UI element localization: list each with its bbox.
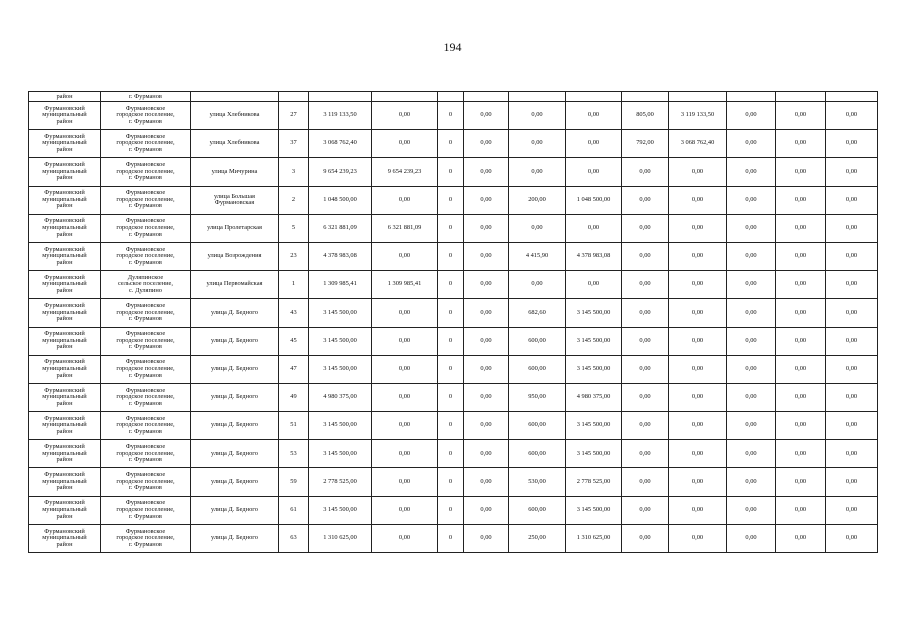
- street-cell: улица Д. Бедного: [191, 524, 279, 552]
- cost-col-13-cell: 0,00: [727, 130, 776, 158]
- cost-col-12-cell: 0,00: [669, 299, 727, 327]
- cost-col-10-cell: 4 378 983,08: [566, 242, 622, 270]
- settlement-cell: Фурмановское городское поселение, г. Фурманов: [101, 468, 191, 496]
- district-cell: Фурмановский муниципальный район: [29, 327, 101, 355]
- count-col-7-cell: 0: [438, 468, 464, 496]
- cost-col-15-cell: 0,00: [826, 102, 878, 130]
- cost-col-12-cell: 0,00: [669, 214, 727, 242]
- area-col-11-cell: 792,00: [622, 130, 669, 158]
- area-col-11-cell: 805,00: [622, 102, 669, 130]
- settlement-cell: Фурмановское городское поселение, г. Фурманов: [101, 412, 191, 440]
- cost-col-13-cell: 0,00: [727, 186, 776, 214]
- cost-col-15-cell: 0,00: [826, 524, 878, 552]
- house-number-cell: 51: [279, 412, 309, 440]
- cost-col-10-cell: 3 145 500,00: [566, 327, 622, 355]
- total-cost-cell: 3 145 500,00: [309, 355, 372, 383]
- street-cell: улица Д. Бедного: [191, 496, 279, 524]
- house-number-cell: 43: [279, 299, 309, 327]
- settlement-cell: Фурмановское городское поселение, г. Фурманов: [101, 299, 191, 327]
- area-col-9-cell: 600,00: [509, 412, 566, 440]
- cost-col-13-cell: 0,00: [727, 327, 776, 355]
- house-number-cell: 5: [279, 214, 309, 242]
- cost-col-15-cell: 0,00: [826, 383, 878, 411]
- cost-col-12-cell: 0,00: [669, 440, 727, 468]
- cost-col-14-cell: 0,00: [776, 186, 826, 214]
- district-cell: Фурмановский муниципальный район: [29, 242, 101, 270]
- cost-col-10-cell: 3 145 500,00: [566, 299, 622, 327]
- cost-col-6-cell: 1 309 985,41: [372, 271, 438, 299]
- cost-col-8-cell: 0,00: [464, 440, 509, 468]
- cost-col-12-cell: 0,00: [669, 242, 727, 270]
- cost-col-13-cell: 0,00: [727, 355, 776, 383]
- area-col-9-cell: 4 415,90: [509, 242, 566, 270]
- house-number-cell: 53: [279, 440, 309, 468]
- district-cell: Фурмановский муниципальный район: [29, 130, 101, 158]
- settlement-cell: Фурмановское городское поселение, г. Фурманов: [101, 130, 191, 158]
- district-cell: Фурмановский муниципальный район: [29, 186, 101, 214]
- street-cell: улица Д. Бедного: [191, 468, 279, 496]
- cost-col-15-cell: 0,00: [826, 468, 878, 496]
- total-cost-cell: 2 778 525,00: [309, 468, 372, 496]
- table-row: [29, 271, 878, 299]
- area-col-11-cell: 0,00: [622, 412, 669, 440]
- count-col-7-cell: 0: [438, 412, 464, 440]
- cost-col-10-cell: 0,00: [566, 214, 622, 242]
- cost-col-8-cell: 0,00: [464, 299, 509, 327]
- street-cell: улица Д. Бедного: [191, 440, 279, 468]
- area-col-11-cell: 0,00: [622, 299, 669, 327]
- street-cell: улица Хлебникова: [191, 130, 279, 158]
- area-col-11-cell: 0,00: [622, 496, 669, 524]
- house-number-cell: 27: [279, 102, 309, 130]
- total-cost-cell: 1 309 985,41: [309, 271, 372, 299]
- area-col-9-cell: 0,00: [509, 271, 566, 299]
- house-number-cell: 1: [279, 271, 309, 299]
- table-row: [29, 468, 878, 496]
- cost-col-15-cell: 0,00: [826, 242, 878, 270]
- area-col-11-cell: 0,00: [622, 355, 669, 383]
- cost-col-14-cell: 0,00: [776, 496, 826, 524]
- district-cell: район: [29, 92, 101, 102]
- cost-col-8-cell: 0,00: [464, 327, 509, 355]
- total-cost-cell: 3 145 500,00: [309, 440, 372, 468]
- cost-col-8-cell: 0,00: [464, 130, 509, 158]
- area-col-9-cell: 600,00: [509, 355, 566, 383]
- cost-col-13-cell: 0,00: [727, 412, 776, 440]
- cost-col-15-cell: 0,00: [826, 355, 878, 383]
- table-row: [29, 299, 878, 327]
- table-row: [29, 496, 878, 524]
- area-col-11-cell: 0,00: [622, 383, 669, 411]
- street-cell: улица Д. Бедного: [191, 412, 279, 440]
- cost-col-6-cell: 0,00: [372, 355, 438, 383]
- area-col-9-cell: 0,00: [509, 130, 566, 158]
- table-row: [29, 383, 878, 411]
- cost-col-15-cell: 0,00: [826, 158, 878, 186]
- cost-col-10-cell: 3 145 500,00: [566, 496, 622, 524]
- street-cell: улица Д. Бедного: [191, 327, 279, 355]
- district-cell: Фурмановский муниципальный район: [29, 383, 101, 411]
- cost-col-14-cell: 0,00: [776, 440, 826, 468]
- cost-col-13-cell: 0,00: [727, 299, 776, 327]
- street-cell: улица Д. Бедного: [191, 383, 279, 411]
- cost-col-15-cell: 0,00: [826, 496, 878, 524]
- area-col-9-cell: 600,00: [509, 496, 566, 524]
- area-col-11-cell: 0,00: [622, 468, 669, 496]
- cost-col-13-cell: 0,00: [727, 242, 776, 270]
- cost-col-10-cell: 4 980 375,00: [566, 383, 622, 411]
- total-cost-cell: 1 048 500,00: [309, 186, 372, 214]
- cost-col-13-cell: 0,00: [727, 102, 776, 130]
- count-col-7-cell: 0: [438, 299, 464, 327]
- total-cost-cell: 3 145 500,00: [309, 412, 372, 440]
- cost-col-6-cell: 0,00: [372, 186, 438, 214]
- cost-col-10-cell: 0,00: [566, 130, 622, 158]
- cost-col-6-cell: 6 321 881,09: [372, 214, 438, 242]
- total-cost-cell: 3 119 133,50: [309, 102, 372, 130]
- area-col-11-cell: 0,00: [622, 271, 669, 299]
- house-number-cell: 63: [279, 524, 309, 552]
- house-number-cell: 45: [279, 327, 309, 355]
- area-col-11-cell: 0,00: [622, 440, 669, 468]
- table-row: [29, 242, 878, 270]
- cost-col-6-cell: 0,00: [372, 130, 438, 158]
- cost-col-8-cell: 0,00: [464, 158, 509, 186]
- settlement-cell: Фурмановское городское поселение, г. Фурманов: [101, 496, 191, 524]
- cost-col-15-cell: 0,00: [826, 186, 878, 214]
- area-col-9-cell: 682,60: [509, 299, 566, 327]
- area-col-11-cell: 0,00: [622, 524, 669, 552]
- table-row: [29, 102, 878, 130]
- cost-col-14-cell: 0,00: [776, 271, 826, 299]
- cost-col-6-cell: 0,00: [372, 383, 438, 411]
- cost-col-10-cell: 0,00: [566, 102, 622, 130]
- house-number-cell: 59: [279, 468, 309, 496]
- total-cost-cell: 3 145 500,00: [309, 327, 372, 355]
- district-cell: Фурмановский муниципальный район: [29, 468, 101, 496]
- street-cell: улица Д. Бедного: [191, 355, 279, 383]
- page-number: 194: [443, 40, 462, 54]
- cost-col-6-cell: 0,00: [372, 524, 438, 552]
- area-col-9-cell: 250,00: [509, 524, 566, 552]
- settlement-cell: Фурмановское городское поселение, г. Фурманов: [101, 327, 191, 355]
- cost-col-14-cell: 0,00: [776, 102, 826, 130]
- area-col-9-cell: 200,00: [509, 186, 566, 214]
- settlement-cell: г. Фурманов: [101, 92, 191, 102]
- cost-col-12-cell: 0,00: [669, 158, 727, 186]
- total-cost-cell: 4 980 375,00: [309, 383, 372, 411]
- cost-col-6-cell: 0,00: [372, 242, 438, 270]
- total-cost-cell: 3 068 762,40: [309, 130, 372, 158]
- table-row: [29, 130, 878, 158]
- count-col-7-cell: 0: [438, 214, 464, 242]
- cost-col-8-cell: 0,00: [464, 271, 509, 299]
- district-cell: Фурмановский муниципальный район: [29, 271, 101, 299]
- cost-col-14-cell: 0,00: [776, 158, 826, 186]
- continued-row-fragment: [29, 92, 878, 102]
- table-row: [29, 186, 878, 214]
- cost-col-6-cell: 0,00: [372, 412, 438, 440]
- area-col-9-cell: 600,00: [509, 327, 566, 355]
- cost-col-14-cell: 0,00: [776, 355, 826, 383]
- settlement-cell: Фурмановское городское поселение, г. Фурманов: [101, 355, 191, 383]
- settlement-cell: Фурмановское городское поселение, г. Фурманов: [101, 102, 191, 130]
- cost-col-8-cell: 0,00: [464, 214, 509, 242]
- count-col-7-cell: 0: [438, 524, 464, 552]
- cost-col-15-cell: 0,00: [826, 130, 878, 158]
- cost-col-13-cell: 0,00: [727, 440, 776, 468]
- settlement-cell: Фурмановское городское поселение, г. Фурманов: [101, 524, 191, 552]
- count-col-7-cell: 0: [438, 271, 464, 299]
- cost-col-14-cell: 0,00: [776, 130, 826, 158]
- cost-col-12-cell: 0,00: [669, 186, 727, 214]
- cost-col-12-cell: 3 119 133,50: [669, 102, 727, 130]
- cost-col-13-cell: 0,00: [727, 468, 776, 496]
- table-row: [29, 524, 878, 552]
- area-col-9-cell: 0,00: [509, 102, 566, 130]
- district-cell: Фурмановский муниципальный район: [29, 355, 101, 383]
- cost-col-12-cell: 0,00: [669, 524, 727, 552]
- cost-col-8-cell: 0,00: [464, 468, 509, 496]
- cost-col-10-cell: 0,00: [566, 158, 622, 186]
- district-cell: Фурмановский муниципальный район: [29, 524, 101, 552]
- cost-col-13-cell: 0,00: [727, 383, 776, 411]
- cost-col-8-cell: 0,00: [464, 186, 509, 214]
- count-col-7-cell: 0: [438, 130, 464, 158]
- cost-col-15-cell: 0,00: [826, 214, 878, 242]
- count-col-7-cell: 0: [438, 242, 464, 270]
- table-row: [29, 355, 878, 383]
- cost-col-13-cell: 0,00: [727, 158, 776, 186]
- house-number-cell: 2: [279, 186, 309, 214]
- table-row: [29, 327, 878, 355]
- total-cost-cell: 9 654 239,23: [309, 158, 372, 186]
- settlement-cell: Фурмановское городское поселение, г. Фурманов: [101, 214, 191, 242]
- district-cell: Фурмановский муниципальный район: [29, 158, 101, 186]
- street-cell: улица Мичурина: [191, 158, 279, 186]
- area-col-9-cell: 0,00: [509, 214, 566, 242]
- area-col-9-cell: 530,00: [509, 468, 566, 496]
- count-col-7-cell: 0: [438, 102, 464, 130]
- cost-col-6-cell: 0,00: [372, 102, 438, 130]
- total-cost-cell: 4 378 983,08: [309, 242, 372, 270]
- district-cell: Фурмановский муниципальный район: [29, 412, 101, 440]
- area-col-11-cell: 0,00: [622, 214, 669, 242]
- street-cell: улица Д. Бедного: [191, 299, 279, 327]
- count-col-7-cell: 0: [438, 327, 464, 355]
- cost-col-13-cell: 0,00: [727, 271, 776, 299]
- settlement-cell: Фурмановское городское поселение, г. Фурманов: [101, 440, 191, 468]
- cost-col-12-cell: 3 068 762,40: [669, 130, 727, 158]
- cost-col-13-cell: 0,00: [727, 214, 776, 242]
- count-col-7-cell: 0: [438, 440, 464, 468]
- cost-col-6-cell: 9 654 239,23: [372, 158, 438, 186]
- cost-col-10-cell: 3 145 500,00: [566, 412, 622, 440]
- cost-col-6-cell: 0,00: [372, 440, 438, 468]
- total-cost-cell: 3 145 500,00: [309, 496, 372, 524]
- settlement-cell: Фурмановское городское поселение, г. Фурманов: [101, 383, 191, 411]
- table-row: [29, 440, 878, 468]
- area-col-11-cell: 0,00: [622, 242, 669, 270]
- cost-col-14-cell: 0,00: [776, 524, 826, 552]
- house-number-cell: 61: [279, 496, 309, 524]
- area-col-9-cell: 0,00: [509, 158, 566, 186]
- house-number-cell: 49: [279, 383, 309, 411]
- cost-col-10-cell: 0,00: [566, 271, 622, 299]
- cost-col-15-cell: 0,00: [826, 327, 878, 355]
- cost-col-12-cell: 0,00: [669, 412, 727, 440]
- cost-col-6-cell: 0,00: [372, 468, 438, 496]
- cost-col-15-cell: 0,00: [826, 299, 878, 327]
- count-col-7-cell: 0: [438, 496, 464, 524]
- district-cell: Фурмановский муниципальный район: [29, 299, 101, 327]
- street-cell: улица Первомайская: [191, 271, 279, 299]
- cost-col-6-cell: 0,00: [372, 327, 438, 355]
- cost-col-12-cell: 0,00: [669, 327, 727, 355]
- cost-col-14-cell: 0,00: [776, 214, 826, 242]
- cost-col-12-cell: 0,00: [669, 383, 727, 411]
- cost-col-15-cell: 0,00: [826, 271, 878, 299]
- district-cell: Фурмановский муниципальный район: [29, 102, 101, 130]
- cost-col-8-cell: 0,00: [464, 242, 509, 270]
- cost-col-8-cell: 0,00: [464, 102, 509, 130]
- cost-col-10-cell: 1 310 625,00: [566, 524, 622, 552]
- cost-col-10-cell: 1 048 500,00: [566, 186, 622, 214]
- cost-col-14-cell: 0,00: [776, 412, 826, 440]
- cost-col-14-cell: 0,00: [776, 327, 826, 355]
- count-col-7-cell: 0: [438, 158, 464, 186]
- house-number-cell: 3: [279, 158, 309, 186]
- area-col-11-cell: 0,00: [622, 186, 669, 214]
- total-cost-cell: 1 310 625,00: [309, 524, 372, 552]
- cost-col-12-cell: 0,00: [669, 271, 727, 299]
- cost-col-13-cell: 0,00: [727, 496, 776, 524]
- table-row: [29, 412, 878, 440]
- cost-col-14-cell: 0,00: [776, 468, 826, 496]
- street-cell: улица Хлебникова: [191, 102, 279, 130]
- cost-col-8-cell: 0,00: [464, 496, 509, 524]
- total-cost-cell: 3 145 500,00: [309, 299, 372, 327]
- street-cell: улица Пролетарская: [191, 214, 279, 242]
- settlement-cell: Фурмановское городское поселение, г. Фурманов: [101, 242, 191, 270]
- cost-col-14-cell: 0,00: [776, 299, 826, 327]
- cost-col-14-cell: 0,00: [776, 383, 826, 411]
- cost-col-8-cell: 0,00: [464, 383, 509, 411]
- count-col-7-cell: 0: [438, 186, 464, 214]
- district-cell: Фурмановский муниципальный район: [29, 440, 101, 468]
- cost-col-14-cell: 0,00: [776, 242, 826, 270]
- cost-col-12-cell: 0,00: [669, 355, 727, 383]
- table-row: [29, 214, 878, 242]
- cost-col-12-cell: 0,00: [669, 468, 727, 496]
- count-col-7-cell: 0: [438, 383, 464, 411]
- allocation-table: [28, 91, 878, 553]
- district-cell: Фурмановский муниципальный район: [29, 496, 101, 524]
- house-number-cell: 47: [279, 355, 309, 383]
- house-number-cell: 23: [279, 242, 309, 270]
- count-col-7-cell: 0: [438, 355, 464, 383]
- cost-col-15-cell: 0,00: [826, 440, 878, 468]
- cost-col-12-cell: 0,00: [669, 496, 727, 524]
- cost-col-10-cell: 3 145 500,00: [566, 440, 622, 468]
- cost-col-10-cell: 3 145 500,00: [566, 355, 622, 383]
- settlement-cell: Фурмановское городское поселение, г. Фурманов: [101, 186, 191, 214]
- cost-col-10-cell: 2 778 525,00: [566, 468, 622, 496]
- area-col-9-cell: 950,00: [509, 383, 566, 411]
- street-cell: улица Большая Фурмановская: [191, 186, 279, 214]
- area-col-9-cell: 600,00: [509, 440, 566, 468]
- settlement-cell: Фурмановское городское поселение, г. Фурманов: [101, 158, 191, 186]
- cost-col-15-cell: 0,00: [826, 412, 878, 440]
- cost-col-6-cell: 0,00: [372, 299, 438, 327]
- district-cell: Фурмановский муниципальный район: [29, 214, 101, 242]
- cost-col-13-cell: 0,00: [727, 524, 776, 552]
- total-cost-cell: 6 321 881,09: [309, 214, 372, 242]
- area-col-11-cell: 0,00: [622, 327, 669, 355]
- street-cell: улица Возрождения: [191, 242, 279, 270]
- house-number-cell: 37: [279, 130, 309, 158]
- cost-col-6-cell: 0,00: [372, 496, 438, 524]
- settlement-cell: Дуляпинское сельское поселение, с. Дуляпино: [101, 271, 191, 299]
- cost-col-8-cell: 0,00: [464, 355, 509, 383]
- area-col-11-cell: 0,00: [622, 158, 669, 186]
- cost-col-8-cell: 0,00: [464, 412, 509, 440]
- cost-col-8-cell: 0,00: [464, 524, 509, 552]
- table-row: [29, 158, 878, 186]
